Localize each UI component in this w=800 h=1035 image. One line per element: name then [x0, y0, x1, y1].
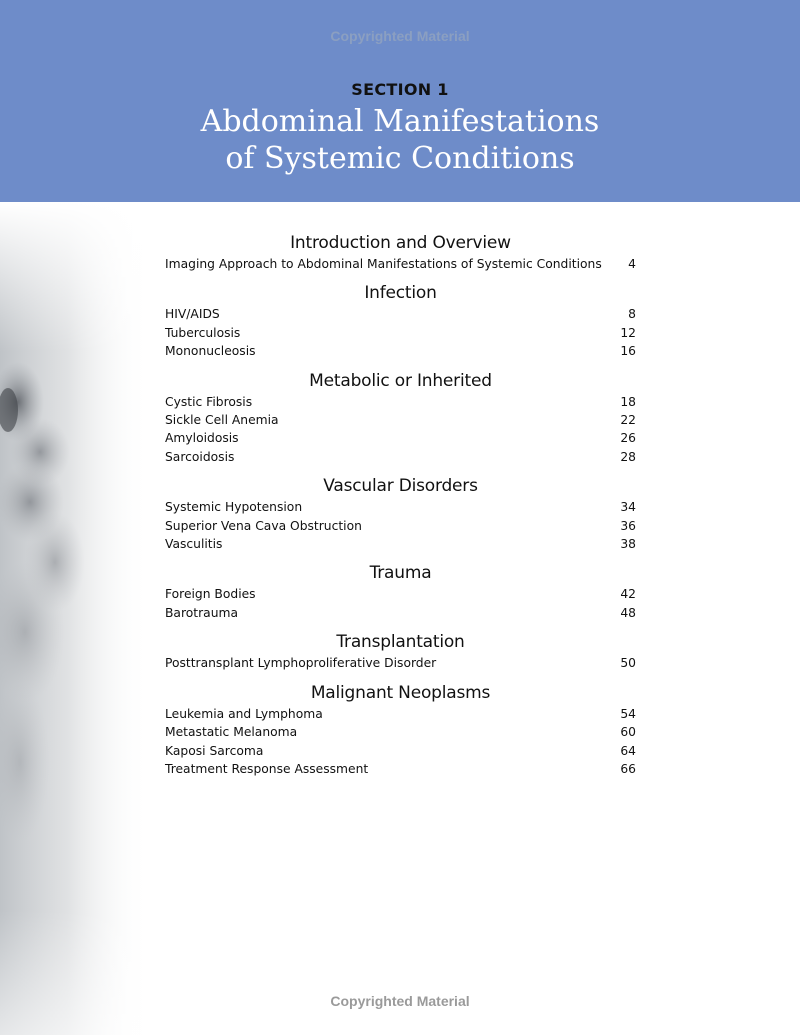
toc-entry-list [165, 305, 636, 360]
toc-entry[interactable] [165, 498, 636, 516]
toc-entry-title: Kaposi Sarcoma [165, 743, 264, 758]
toc-entry-page-number: 12 [620, 325, 636, 340]
toc-entry-title: Tuberculosis [165, 325, 241, 340]
watermark-top: Copyrighted Material [330, 28, 470, 44]
radiograph-image [0, 202, 150, 1035]
toc-group [165, 232, 636, 273]
toc-group [165, 370, 636, 467]
toc-group-heading: Trauma [369, 563, 432, 584]
toc-entry-page-number: 26 [620, 431, 636, 446]
toc-group [165, 562, 636, 622]
toc-entry[interactable] [165, 324, 636, 342]
toc-entry-page-number: 22 [620, 413, 636, 428]
toc-entry-title: Vasculitis [165, 537, 223, 552]
toc-entry-title: Posttransplant Lymphoproliferative Disorder [165, 656, 437, 671]
toc-entry-page-number: 4 [628, 257, 636, 271]
toc-entry-page-number: 18 [620, 394, 636, 409]
toc-entry-page-number: 54 [620, 706, 636, 721]
toc-group [165, 475, 636, 553]
toc-entry-page-number: 60 [620, 725, 636, 740]
toc-entry-page-number: 38 [620, 537, 636, 552]
toc-group [165, 282, 636, 360]
section-title-line2: of Systemic Conditions [225, 141, 575, 176]
toc-group-heading: Metabolic or Inherited [309, 370, 492, 391]
toc-group [165, 631, 636, 672]
toc-entry-title: Superior Vena Cava Obstruction [165, 518, 362, 533]
toc-entry[interactable] [165, 342, 636, 360]
toc-group-heading: Introduction and Overview [290, 233, 511, 253]
section-title [0, 103, 800, 177]
toc-group-heading: Infection [364, 283, 437, 304]
table-of-contents [165, 232, 636, 778]
toc-entry-title: Mononucleosis [165, 344, 256, 359]
toc-entry-page-number: 48 [620, 605, 636, 620]
toc-entry-list [165, 498, 636, 553]
toc-entry[interactable] [165, 742, 636, 760]
toc-group-heading: Vascular Disorders [323, 476, 478, 497]
toc-entry-page-number: 34 [620, 500, 636, 515]
toc-entry-page-number: 42 [620, 587, 636, 602]
toc-group [165, 682, 636, 779]
toc-entry-title: Barotrauma [165, 605, 239, 620]
toc-entry-page-number: 28 [620, 449, 636, 464]
toc-entry-page-number: 8 [628, 307, 636, 322]
toc-entry-title: Metastatic Melanoma [165, 725, 298, 740]
toc-entry-list [165, 393, 636, 467]
toc-entry[interactable] [165, 448, 636, 466]
toc-entry-title: Foreign Bodies [165, 587, 256, 602]
toc-entry[interactable] [165, 305, 636, 323]
toc-group-heading: Malignant Neoplasms [310, 682, 491, 703]
toc-entry-title: Sarcoidosis [165, 449, 235, 464]
toc-entry-title: Amyloidosis [165, 431, 239, 446]
toc-entry-page-number: 66 [620, 761, 636, 776]
section-label: SECTION 1 [351, 80, 449, 99]
toc-entry-list [165, 585, 636, 622]
toc-entry[interactable] [165, 585, 636, 603]
toc-entry[interactable] [165, 411, 636, 429]
toc-entry[interactable] [165, 517, 636, 535]
toc-entry-title: Cystic Fibrosis [165, 394, 253, 409]
toc-group-heading: Transplantation [336, 632, 465, 653]
toc-entry[interactable] [165, 535, 636, 553]
toc-entry-title: Treatment Response Assessment [165, 761, 369, 776]
toc-entry-title: Leukemia and Lymphoma [165, 706, 323, 721]
toc-entry-list [165, 654, 636, 672]
toc-entry-title: Imaging Approach to Abdominal Manifestations of Systemic Conditions [165, 257, 602, 271]
toc-entry[interactable] [165, 393, 636, 411]
toc-entry-page-number: 64 [620, 743, 636, 758]
toc-entry-list [165, 705, 636, 779]
toc-entry[interactable] [165, 604, 636, 622]
toc-entry-title: HIV/AIDS [165, 307, 220, 322]
toc-entry[interactable] [165, 654, 636, 672]
toc-entry-page-number: 16 [620, 344, 636, 359]
watermark-bottom: Copyrighted Material [330, 993, 470, 1009]
toc-entry-list [165, 255, 636, 273]
toc-entry[interactable] [165, 429, 636, 447]
toc-entry[interactable] [165, 705, 636, 723]
toc-entry-page-number: 50 [620, 656, 636, 671]
section-title-line1: Abdominal Manifestations [200, 104, 600, 139]
toc-entry-title: Systemic Hypotension [165, 500, 303, 515]
toc-entry[interactable] [165, 723, 636, 741]
toc-entry-page-number: 36 [620, 518, 636, 533]
toc-entry[interactable] [165, 255, 636, 273]
toc-entry-title: Sickle Cell Anemia [165, 413, 279, 428]
toc-entry[interactable] [165, 760, 636, 778]
